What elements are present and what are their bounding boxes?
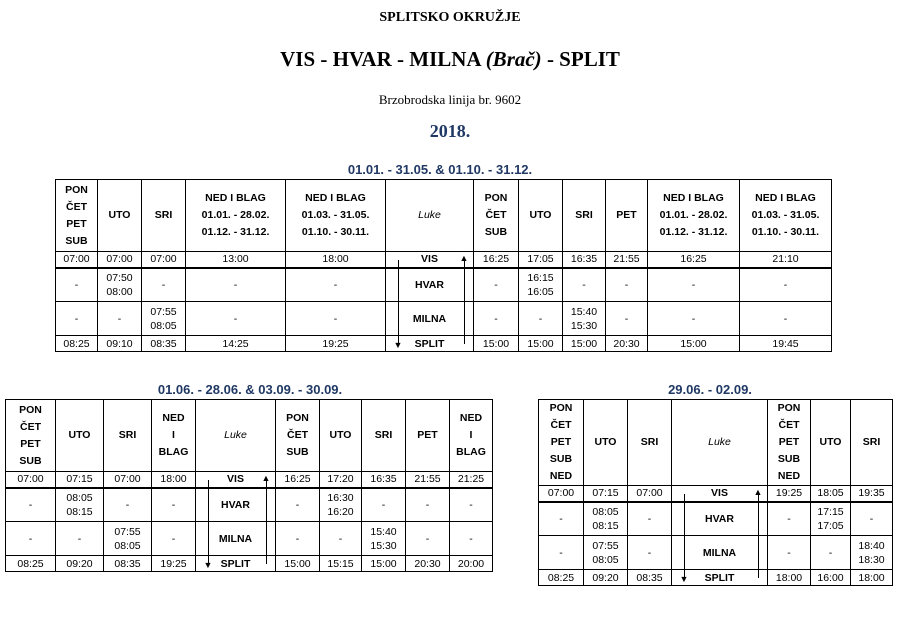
time-cell: -: [186, 302, 286, 336]
time-cell: 07:00: [104, 472, 152, 488]
time-cell: -: [539, 536, 584, 570]
time-cell: 15:40 15:30: [563, 302, 606, 336]
column-header: SRI: [362, 400, 406, 472]
column-header: SRI: [142, 180, 186, 252]
column-header: UTO: [811, 400, 851, 486]
port-name: VIS: [227, 473, 244, 486]
port-name: VIS: [421, 253, 438, 266]
column-header: PON ČET PET SUB: [56, 180, 98, 252]
time-cell: 21:25: [450, 472, 493, 488]
time-cell: 18:05: [811, 486, 851, 502]
time-cell: 15:40 15:30: [362, 522, 406, 556]
time-cell: 08:35: [628, 570, 672, 586]
time-cell: 08:35: [104, 556, 152, 572]
period-title-2: 01.06. - 28.06. & 03.09. - 30.09.: [157, 382, 343, 397]
timetable-2: [5, 399, 493, 572]
time-cell: 20:00: [450, 556, 493, 572]
direction-line-up: [758, 494, 759, 578]
time-cell: -: [740, 302, 832, 336]
time-cell: 09:20: [56, 556, 104, 572]
column-header: UTO: [56, 400, 104, 472]
port-name: VIS: [711, 487, 728, 500]
port-cell-milna: [672, 536, 768, 570]
column-header: PET: [606, 180, 648, 252]
time-cell: 07:15: [584, 486, 628, 502]
table-row: [539, 502, 893, 536]
port-name: SPLIT: [414, 337, 445, 350]
time-cell: 15:00: [362, 556, 406, 572]
time-cell: -: [768, 502, 811, 536]
time-cell: 15:15: [320, 556, 362, 572]
column-header: NED I BLAG 01.03. - 31.05. 01.10. - 30.11.: [286, 180, 386, 252]
time-cell: 07:00: [628, 486, 672, 502]
port-cell-hvar: [386, 268, 474, 302]
time-cell: 08:35: [142, 336, 186, 352]
time-cell: -: [276, 488, 320, 522]
time-cell: -: [768, 536, 811, 570]
time-cell: -: [851, 502, 893, 536]
column-header: UTO: [98, 180, 142, 252]
time-cell: 18:40 18:30: [851, 536, 893, 570]
time-cell: 07:00: [539, 486, 584, 502]
time-cell: -: [474, 302, 519, 336]
table-row: [56, 268, 832, 302]
time-cell: 07:55 08:05: [104, 522, 152, 556]
table-row: [539, 536, 893, 570]
line-number: Brzobrodska linija br. 9602: [378, 92, 522, 107]
time-cell: 18:00: [851, 570, 893, 586]
column-header: UTO: [320, 400, 362, 472]
time-cell: 20:30: [606, 336, 648, 352]
table-row: [56, 252, 832, 268]
time-cell: 16:25: [474, 252, 519, 268]
time-cell: 19:25: [152, 556, 196, 572]
column-header: PON ČET PET SUB: [6, 400, 56, 472]
table-row: [56, 336, 832, 352]
time-cell: 08:05 08:15: [584, 502, 628, 536]
time-cell: 19:25: [286, 336, 386, 352]
time-cell: -: [286, 268, 386, 302]
time-cell: 18:00: [768, 570, 811, 586]
port-cell-hvar: [672, 502, 768, 536]
time-cell: 19:35: [851, 486, 893, 502]
column-header: NED I BLAG 01.03. - 31.05. 01.10. - 30.11.: [740, 180, 832, 252]
time-cell: -: [104, 488, 152, 522]
time-cell: 15:00: [474, 336, 519, 352]
time-cell: 08:25: [56, 336, 98, 352]
time-cell: -: [56, 302, 98, 336]
time-cell: -: [152, 488, 196, 522]
year-title: 2018.: [429, 121, 471, 141]
port-name: HVAR: [415, 278, 444, 291]
time-cell: -: [474, 268, 519, 302]
table-row: [539, 570, 893, 586]
column-header: PON ČET PET SUB NED: [539, 400, 584, 486]
time-cell: -: [628, 502, 672, 536]
time-cell: 18:00: [152, 472, 196, 488]
port-name: MILNA: [218, 532, 253, 545]
time-cell: 09:10: [98, 336, 142, 352]
table-row: [6, 488, 493, 522]
port-cell-milna: [386, 302, 474, 336]
time-cell: -: [563, 268, 606, 302]
time-cell: 07:00: [56, 252, 98, 268]
column-header: SRI: [563, 180, 606, 252]
time-cell: -: [519, 302, 563, 336]
time-cell: 08:25: [539, 570, 584, 586]
time-cell: 07:00: [6, 472, 56, 488]
header-row: [56, 180, 832, 252]
port-name: SPLIT: [704, 571, 735, 584]
time-cell: 16:35: [563, 252, 606, 268]
timetable-1: [55, 179, 832, 352]
ports-header: Luke: [672, 400, 768, 486]
column-header: UTO: [519, 180, 563, 252]
time-cell: -: [320, 522, 362, 556]
time-cell: 07:55 08:05: [142, 302, 186, 336]
time-cell: -: [648, 302, 740, 336]
column-header: PON ČET SUB: [276, 400, 320, 472]
table-row: [6, 522, 493, 556]
port-name: SPLIT: [220, 557, 251, 570]
time-cell: -: [648, 268, 740, 302]
table-row: [6, 472, 493, 488]
column-header: NED I BLAG 01.01. - 28.02. 01.12. - 31.12.: [186, 180, 286, 252]
port-name: HVAR: [705, 512, 734, 525]
time-cell: -: [606, 302, 648, 336]
time-cell: 07:50 08:00: [98, 268, 142, 302]
time-cell: 13:00: [186, 252, 286, 268]
port-name: HVAR: [221, 498, 250, 511]
arrow-down-icon: ▼: [393, 339, 403, 350]
ports-header: Luke: [386, 180, 474, 252]
time-cell: -: [98, 302, 142, 336]
time-cell: -: [628, 536, 672, 570]
time-cell: 07:00: [142, 252, 186, 268]
time-cell: -: [6, 488, 56, 522]
arrow-up-icon: ▲: [459, 252, 469, 263]
table-row: [6, 556, 493, 572]
time-cell: 16:00: [811, 570, 851, 586]
time-cell: -: [539, 502, 584, 536]
arrow-up-icon: ▲: [261, 472, 271, 483]
time-cell: 16:30 16:20: [320, 488, 362, 522]
table-row: [539, 486, 893, 502]
time-cell: 15:00: [276, 556, 320, 572]
arrow-down-icon: ▼: [679, 573, 689, 584]
time-cell: 18:00: [286, 252, 386, 268]
time-cell: -: [606, 268, 648, 302]
time-cell: 16:35: [362, 472, 406, 488]
arrow-down-icon: ▼: [203, 559, 213, 570]
column-header: SRI: [628, 400, 672, 486]
header-row: [6, 400, 493, 472]
column-header: SRI: [104, 400, 152, 472]
column-header: PON ČET PET SUB NED: [768, 400, 811, 486]
time-cell: 15:00: [519, 336, 563, 352]
time-cell: 21:55: [606, 252, 648, 268]
header-row: [539, 400, 893, 486]
time-cell: -: [152, 522, 196, 556]
time-cell: 07:15: [56, 472, 104, 488]
column-header: PET: [406, 400, 450, 472]
time-cell: 07:55 08:05: [584, 536, 628, 570]
time-cell: 15:00: [648, 336, 740, 352]
time-cell: -: [450, 488, 493, 522]
column-header: PON ČET SUB: [474, 180, 519, 252]
time-cell: 08:05 08:15: [56, 488, 104, 522]
time-cell: 16:25: [648, 252, 740, 268]
time-cell: 19:45: [740, 336, 832, 352]
time-cell: 21:55: [406, 472, 450, 488]
time-cell: -: [406, 488, 450, 522]
route-title: VIS - HVAR - MILNA (Brač) - SPLIT: [280, 47, 620, 71]
time-cell: -: [740, 268, 832, 302]
time-cell: 14:25: [186, 336, 286, 352]
column-header: NED I BLAG: [152, 400, 196, 472]
port-name: MILNA: [702, 546, 737, 559]
column-header: NED I BLAG 01.01. - 28.02. 01.12. - 31.12.: [648, 180, 740, 252]
period-title-1: 01.01. - 31.05. & 01.10. - 31.12.: [347, 162, 533, 177]
period-title-3: 29.06. - 02.09.: [668, 382, 752, 397]
time-cell: 17:15 17:05: [811, 502, 851, 536]
time-cell: 16:15 16:05: [519, 268, 563, 302]
column-header: NED I BLAG: [450, 400, 493, 472]
direction-line-up: [464, 260, 465, 344]
direction-line-down: [684, 494, 685, 578]
time-cell: 07:00: [98, 252, 142, 268]
region-title: SPLITSKO OKRUŽJE: [379, 10, 521, 25]
ports-header: Luke: [196, 400, 276, 472]
time-cell: -: [362, 488, 406, 522]
time-cell: -: [276, 522, 320, 556]
timetable-3: [538, 399, 893, 586]
time-cell: -: [56, 268, 98, 302]
time-cell: -: [142, 268, 186, 302]
time-cell: 17:20: [320, 472, 362, 488]
time-cell: -: [450, 522, 493, 556]
time-cell: 19:25: [768, 486, 811, 502]
time-cell: 09:20: [584, 570, 628, 586]
column-header: UTO: [584, 400, 628, 486]
time-cell: 16:25: [276, 472, 320, 488]
time-cell: 21:10: [740, 252, 832, 268]
time-cell: 20:30: [406, 556, 450, 572]
time-cell: 08:25: [6, 556, 56, 572]
table-row: [56, 302, 832, 336]
direction-line-up: [266, 480, 267, 564]
time-cell: -: [811, 536, 851, 570]
column-header: SRI: [851, 400, 893, 486]
direction-line-down: [398, 260, 399, 344]
time-cell: -: [406, 522, 450, 556]
time-cell: -: [186, 268, 286, 302]
direction-line-down: [208, 480, 209, 564]
time-cell: -: [286, 302, 386, 336]
arrow-up-icon: ▲: [753, 486, 763, 497]
time-cell: -: [6, 522, 56, 556]
time-cell: 15:00: [563, 336, 606, 352]
time-cell: -: [56, 522, 104, 556]
port-name: MILNA: [412, 312, 447, 325]
time-cell: 17:05: [519, 252, 563, 268]
